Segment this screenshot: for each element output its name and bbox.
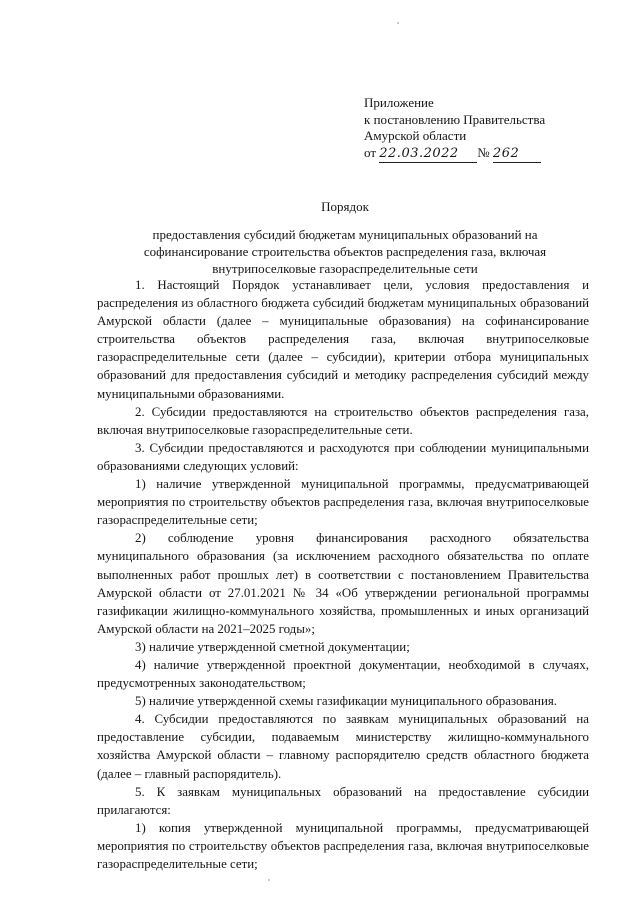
paragraph-2: 2. Субсидии предоставляются на строительство объектов распределения газа, включая внутрипоселковые газораспределительные сети. <box>97 404 589 437</box>
document-body <box>97 276 589 873</box>
paragraph-3-item-3: 3) наличие утвержденной сметной документации; <box>135 639 410 654</box>
scan-speck <box>268 879 270 881</box>
date-value: 22.03.2022 <box>379 146 477 164</box>
title-subtitle: предоставления субсидий бюджетам муниципальных образований на софинансирование строительства объектов распределения газа, включая внутрипоселковые газораспределительные сети <box>143 227 547 276</box>
appendix-header <box>364 95 545 163</box>
appendix-date-line <box>364 145 545 164</box>
appendix-resolution: к постановлению Правительства <box>364 111 546 127</box>
title-main: Порядок <box>321 199 369 214</box>
date-prefix: от <box>364 144 377 160</box>
paragraph-5: 5. К заявкам муниципальных образований на предоставление субсидии прилагаются: <box>97 784 589 817</box>
paragraph-4: 4. Субсидии предоставляются по заявкам муниципальных образований на предоставление субсидии, подаваемым министерству жилищно-коммунального хозяйства Амурской области – главному распорядителю средств областного бюджета (далее – главный распорядитель). <box>97 712 589 781</box>
paragraph-3-item-1: 1) наличие утвержденной муниципальной программы, предусматривающей мероприятия по строительству объектов распределения газа, включая внутрипоселковые газораспределительные сети; <box>97 477 589 528</box>
appendix-region: Амурской области <box>364 128 467 143</box>
scan-speck <box>397 22 399 24</box>
paragraph-3-item-5: 5) наличие утвержденной схемы газификации муниципального образования. <box>135 694 557 709</box>
document-title <box>100 198 590 277</box>
number-value: 262 <box>493 146 541 164</box>
number-sign: № <box>477 144 490 160</box>
paragraph-1: 1. Настоящий Порядок устанавливает цели, условия предоставления и распределения из областного бюджета субсидий бюджетам муниципальных образований Амурской области (далее – муниципальные образования) на софинансирование строительства объектов распределения газа, включая внутрипоселковые газораспределительные сети (далее – субсидии), критерии отбора муниципальных образований для предоставления субсидий и методику распределения субсидий между муниципальными образованиями. <box>97 278 589 401</box>
appendix-label: Приложение <box>364 95 434 110</box>
paragraph-5-item-1: 1) копия утвержденной муниципальной программы, предусматривающей мероприятия по строительству объектов распределения газа, включая внутрипоселковые газораспределительные сети; <box>97 820 589 871</box>
paragraph-3-item-4: 4) наличие утвержденной проектной документации, необходимой в случаях, предусмотренных законодательством; <box>97 657 589 691</box>
paragraph-3-item-2: 2) соблюдение уровня финансирования расходного обязательства муниципального образования (за исключением расходного обязательства по оплате выполненных работ прошлых лет) в соответствии с постановлением Правительства Амурской области от 27.01.2021 № 34 «Об утверждении региональной программы газификации жилищно-коммунального хозяйства, промышленных и иных организаций Амурской области на 2021–2025 годы»; <box>97 531 589 636</box>
paragraph-3: 3. Субсидии предоставляются и расходуются при соблюдении муниципальными образованиями следующих условий: <box>97 440 589 473</box>
